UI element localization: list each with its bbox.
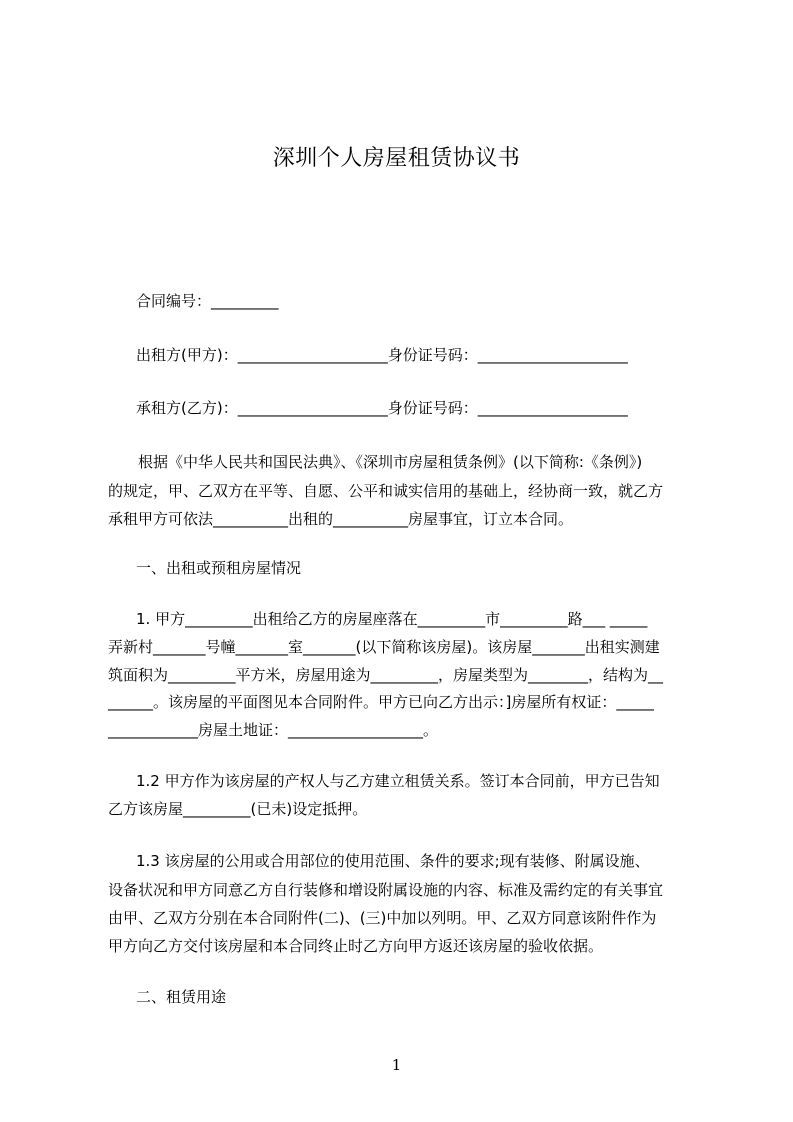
clause-line: 由甲、乙双方分别在本合同附件(二)、(三)中加以列明。甲、乙双方同意该附件作为: [108, 909, 657, 927]
clause-line: 甲方向乙方交付该房屋和本合同终止时乙方向甲方返还该房屋的验收依据。: [108, 937, 604, 955]
document-title: 深圳个人房屋租赁协议书: [272, 146, 521, 171]
lessor-field: 出租方(甲方)：____________________身份证号码：____________________: [136, 346, 628, 364]
clause-line: 设备状况和甲方同意乙方自行装修和增设附属设施的内容、标准及需约定的有关事宜: [108, 881, 664, 899]
preamble-line: 根据《中华人民共和国民法典》、《深圳市房屋租赁条例》(以下简称:《条例》): [138, 453, 643, 471]
clause-line: 1.2 甲方作为该房屋的产权人与乙方建立租赁关系。签订本合同前，甲方已告知: [136, 772, 660, 790]
clause-line: 筑面积为_________平方米，房屋用途为_________，房屋类型为________，结构为__: [108, 666, 664, 684]
clause-line: ______。该房屋的平面图见本合同附件。甲方已向乙方出示：]房屋所有权证：_____: [108, 693, 654, 711]
preamble-line: 承租甲方可依法__________出租的__________房屋事宜，订立本合同。: [108, 510, 574, 528]
clause-line: 弄新村_______号幢_______室_______(以下简称该房屋)。该房屋_______出租实测建: [108, 638, 660, 656]
section-heading: 二、租赁用途: [136, 988, 227, 1006]
clause-line: 1.3 该房屋的公用或合用部位的使用范围、条件的要求;现有装修、附属设施、: [136, 852, 650, 870]
clause-line: 乙方该房屋_________(已未)设定抵押。: [108, 800, 368, 818]
contract-number-field: 合同编号：_________: [136, 292, 279, 310]
page-number: 1: [391, 1056, 402, 1074]
lessee-field: 承租方(乙方)：____________________身份证号码：____________________: [136, 399, 628, 417]
clause-line: 1. 甲方_________出租给乙方的房屋座落在_________市_________路___ _____: [136, 610, 648, 628]
preamble-line: 的规定，甲、乙双方在平等、自愿、公平和诚实信用的基础上，经协商一致，就乙方: [108, 482, 664, 500]
section-heading: 一、出租或预租房屋情况: [136, 559, 302, 577]
clause-line: ____________房屋土地证：__________________。: [108, 721, 439, 739]
